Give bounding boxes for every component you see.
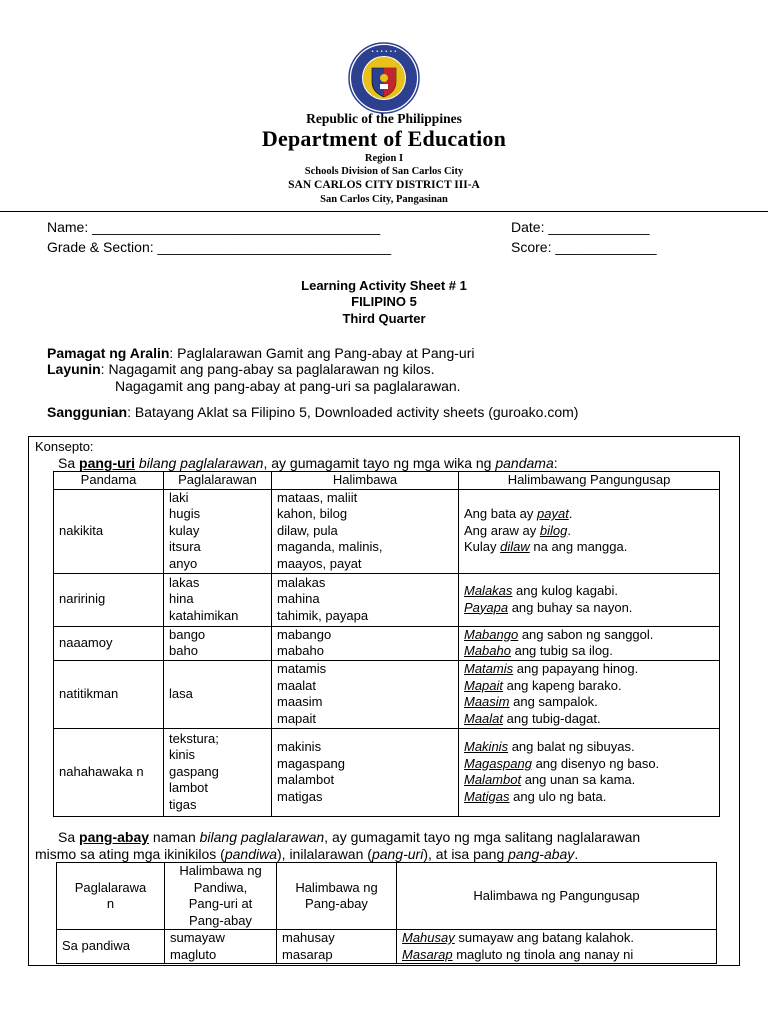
layunin-value-2: Nagagamit ang pang-abay at pang-uri sa paglalarawan. (115, 378, 461, 394)
quarter-title: Third Quarter (342, 311, 426, 326)
layunin-line (47, 361, 435, 377)
highlight-word: Malakas (464, 583, 513, 598)
pamagat-line (47, 345, 474, 361)
p3-text-3: ), inilalarawan ( (277, 846, 372, 862)
example-sentence (464, 600, 632, 615)
example-sentence (464, 506, 572, 521)
halimbawa-item: mapait (277, 710, 317, 726)
paglalarawan-item: anyo (169, 555, 198, 571)
sentence-prefix: Kulay (464, 539, 501, 555)
paglalarawan-cell (164, 660, 272, 728)
svg-text:• • • • • •: • • • • • • (371, 49, 397, 55)
halimbawa-item: mataas, maliit (277, 489, 358, 505)
pandama-cell: naririnig (54, 573, 164, 626)
highlight-word: bilog (539, 522, 568, 538)
highlight-word: Maasim (464, 694, 510, 709)
halimbawa-cell (272, 626, 459, 660)
paglalarawan-item: gaspang (169, 763, 219, 779)
highlight-word: Magaspang (464, 755, 532, 771)
highlight-word: Mabaho (464, 643, 511, 658)
highlight-word: dilaw (500, 539, 530, 555)
halimbawa-item: maganda, malinis, (277, 539, 383, 555)
pang-abay-intro (58, 829, 640, 845)
table-row (57, 930, 717, 964)
sanggunian-value: : Batayang Aklat sa Filipino 5, Downloaded activity sheets (guroako.com) (127, 404, 579, 420)
paglalarawan-item: bango (169, 626, 206, 642)
grade-line: ______________________________ (157, 239, 392, 255)
sheet-title: Learning Activity Sheet # 1 (301, 278, 467, 293)
highlight-word: Matamis (464, 661, 514, 676)
p3-text-1: mismo sa ating mga ikinikilos ( (35, 846, 225, 862)
name-line: _____________________________________ (92, 219, 381, 235)
example-sentence (402, 947, 633, 962)
sentence-cell (459, 728, 720, 816)
halimbawa-item: maalat (277, 677, 317, 693)
sentence-cell (459, 626, 720, 660)
paglalarawan-item: tekstura; (169, 730, 219, 746)
halimbawa-item: maasim (277, 694, 323, 709)
pang-abay-item: masarap (282, 946, 333, 962)
score-field[interactable] (511, 239, 657, 255)
halimbawa-item: kahon, bilog (277, 506, 348, 522)
t2-header-halimbawa (165, 863, 277, 930)
highlight-word: Matigas (464, 788, 510, 804)
sanggunian-line (47, 404, 578, 420)
t2-h3-line2: Pang-abay (305, 896, 368, 911)
grade-section-field[interactable] (47, 239, 391, 255)
name-field[interactable] (47, 219, 380, 235)
pandama-cell: natitikman (54, 660, 164, 728)
header-paglalarawan: Paglalarawan (164, 472, 272, 490)
example-sentence (464, 643, 613, 658)
date-line: _____________ (548, 219, 650, 235)
pandama-cell: nahahawaka n (54, 728, 164, 816)
example-sentence (464, 627, 653, 642)
sentence-suffix: na ang mangga. (529, 539, 628, 555)
score-line: _____________ (555, 239, 657, 255)
region-text: Region I (364, 153, 404, 164)
halimbawa-item: tahimik, payapa (277, 607, 369, 623)
t2-sentence-cell (397, 930, 717, 964)
halimbawa-item: mabango (277, 626, 332, 642)
pang-abay-intro-cont (35, 846, 578, 862)
subject-title: FILIPINO 5 (351, 294, 417, 309)
district-text: SAN CARLOS CITY DISTRICT III-A (288, 179, 480, 191)
t2-pang-abay-cell (277, 930, 397, 964)
sanggunian-label: Sanggunian (47, 404, 128, 420)
pang-uri-intro (58, 455, 558, 471)
paglalarawan-item: lambot (169, 780, 209, 796)
p3-text-5: ), at isa pang (423, 846, 509, 862)
paglalarawan-cell (164, 489, 272, 573)
halimbawa-cell (272, 728, 459, 816)
pamagat-label: Pamagat ng Aralin (47, 345, 170, 361)
highlight-word: Malambot (464, 772, 522, 787)
t2-h2-line4: Pang-abay (189, 912, 252, 928)
highlight-word: Payapa (464, 599, 509, 615)
halimbawa-cell (272, 573, 459, 626)
highlight-word: Masarap (402, 946, 453, 962)
halimbawa-item: maayos, payat (277, 555, 362, 571)
halimbawa-cell (272, 489, 459, 573)
sentence-suffix: ang disenyo ng baso. (531, 755, 660, 771)
paglalarawan-item: hina (169, 591, 194, 607)
table-row (54, 626, 720, 660)
example-sentence (464, 661, 638, 676)
highlight-word: Mapait (464, 677, 504, 693)
pandama-term: pandama (495, 455, 554, 471)
republic-text: Republic of the Philippines (306, 111, 462, 126)
p2-text-5: , ay gumagamit tayo ng mga salitang naglalarawan (324, 829, 641, 845)
table-row (54, 573, 720, 626)
p2-italic: bilang paglalarawan (199, 829, 325, 845)
paglalarawan-item: tigas (169, 796, 197, 812)
pang-uri-term: pang-uri (79, 455, 136, 471)
location-text: San Carlos City, Pangasinan (320, 194, 448, 205)
deped-seal (348, 42, 420, 114)
header-divider (0, 211, 768, 212)
example-sentence (464, 772, 635, 787)
sentence-suffix: ang papayang hinog. (513, 661, 639, 676)
highlight-word: payat (537, 506, 569, 522)
pandiwa-item: sumayaw (170, 930, 225, 945)
example-sentence (464, 678, 622, 693)
layunin-value-1: : Nagagamit ang pang-abay sa paglalarawan ng kilos. (100, 361, 435, 377)
sentence-cell (459, 660, 720, 728)
example-sentence (464, 539, 627, 554)
paglalarawan-cell (164, 573, 272, 626)
sentence-suffix: ang balat ng sibuyas. (508, 739, 635, 754)
layunin-label: Layunin (47, 361, 101, 377)
pang-abay-table (56, 862, 717, 964)
pang-abay-item: mahusay (282, 930, 335, 945)
pamagat-value: : Paglalarawan Gamit ang Pang-abay at Pang-uri (169, 345, 475, 361)
t2-h1-line1: Paglalarawa (74, 879, 147, 895)
sentence-suffix: ang sabon ng sanggol. (518, 626, 654, 642)
sentence-suffix: . (568, 506, 573, 522)
halimbawa-cell (272, 660, 459, 728)
example-sentence (464, 583, 618, 598)
paglalarawan-item: kinis (169, 747, 196, 763)
highlight-word: Mahusay (402, 930, 455, 945)
halimbawa-item: makinis (277, 739, 322, 754)
sentence-suffix: . (567, 522, 571, 538)
example-sentence (464, 739, 635, 754)
table-row (54, 660, 720, 728)
p3-text-7: . (574, 846, 579, 862)
sentence-suffix: ang tubig-dagat. (503, 710, 601, 726)
sentence-suffix: ang ulo ng bata. (509, 788, 607, 804)
example-sentence (464, 711, 601, 726)
p1-italic: bilang paglalarawan (138, 455, 264, 471)
konsepto-label: Konsepto: (35, 439, 94, 454)
p2-text-3: naman (149, 829, 200, 845)
paglalarawan-item: lakas (169, 574, 200, 590)
halimbawa-item: magaspang (277, 755, 345, 771)
pang-abay-term: pang-abay (79, 829, 150, 845)
p1-text-7: : (553, 455, 558, 471)
halimbawa-item: matamis (277, 661, 327, 676)
halimbawa-item: mabaho (277, 643, 324, 658)
halimbawa-item: matigas (277, 788, 323, 804)
t2-example-cell (165, 930, 277, 964)
sentence-suffix: ang tubig sa ilog. (510, 643, 613, 658)
t2-header-pang-abay (277, 863, 397, 930)
score-label: Score: (511, 239, 552, 255)
sentence-suffix: ang buhay sa nayon. (508, 599, 633, 615)
paglalarawan-item: laki (169, 489, 189, 505)
sentence-suffix: sumayaw ang batang kalahok. (454, 930, 634, 945)
pang-uri-table (53, 471, 720, 817)
paglalarawan-item: kulay (169, 522, 200, 538)
header-pandama: Pandama (54, 472, 164, 490)
pandiwa-item: magluto (170, 946, 217, 962)
p1-text-5: , ay gumagamit tayo ng mga wika ng (263, 455, 496, 471)
t2-h3-line1: Halimbawa ng (295, 879, 378, 895)
halimbawa-item: dilaw, pula (277, 522, 338, 538)
highlight-word: Mabango (464, 626, 519, 642)
highlight-word: Makinis (464, 739, 509, 754)
date-field[interactable] (511, 219, 650, 235)
department-title: Department of Education (261, 126, 507, 151)
t2-h2-line1: Halimbawa ng (179, 863, 262, 878)
p2-text-1: Sa (58, 829, 80, 845)
paglalarawan-item: itsura (169, 539, 201, 555)
t2-h2-line3: Pang-uri at (188, 896, 253, 911)
pandama-cell: naaamoy (54, 626, 164, 660)
sentence-suffix: ang kapeng barako. (503, 677, 622, 693)
table-row (54, 489, 720, 573)
t2-type-cell: Sa pandiwa (57, 930, 165, 964)
highlight-word: Maalat (464, 710, 504, 726)
example-sentence (402, 930, 634, 945)
division-text: Schools Division of San Carlos City (304, 166, 464, 177)
pang-uri-term-2: pang-uri (371, 846, 424, 862)
example-sentence (464, 523, 571, 538)
p1-text-1: Sa (58, 455, 80, 471)
t2-h2-line2: Pandiwa, (193, 879, 248, 895)
sentence-suffix: ang sampalok. (509, 694, 598, 709)
example-sentence (464, 789, 606, 804)
sentence-cell (459, 489, 720, 573)
example-sentence (464, 756, 659, 771)
grade-label: Grade & Section: (47, 239, 154, 255)
sentence-suffix: ang unan sa kama. (521, 772, 636, 787)
sentence-prefix: Ang bata ay (464, 506, 537, 522)
sentence-suffix: ang kulog kagabi. (512, 583, 618, 598)
halimbawa-item: mahina (277, 591, 320, 607)
header-pangungusap: Halimbawang Pangungusap (459, 472, 720, 490)
halimbawa-item: malakas (277, 574, 326, 590)
date-label: Date: (511, 219, 545, 235)
sentence-suffix: magluto ng tinola ang nanay ni (452, 946, 634, 962)
pandiwa-term: pandiwa (224, 846, 277, 862)
t2-header-paglalarawan (57, 863, 165, 930)
paglalarawan-item: lasa (169, 685, 193, 701)
sentence-prefix: Ang araw ay (464, 522, 540, 538)
paglalarawan-item: baho (169, 643, 198, 658)
paglalarawan-item: katahimikan (169, 607, 239, 623)
paglalarawan-cell (164, 728, 272, 816)
sentence-cell (459, 573, 720, 626)
pang-abay-term-2: pang-abay (508, 846, 575, 862)
header-halimbawa: Halimbawa (272, 472, 459, 490)
paglalarawan-cell (164, 626, 272, 660)
pandama-cell: nakikita (54, 489, 164, 573)
paglalarawan-item: hugis (169, 506, 201, 522)
example-sentence (464, 694, 598, 709)
halimbawa-item: malambot (277, 772, 335, 787)
table-row (54, 728, 720, 816)
t2-h1-line2: n (106, 896, 115, 911)
name-label: Name: (47, 219, 89, 235)
t2-header-pangungusap: Halimbawa ng Pangungusap (397, 863, 717, 930)
